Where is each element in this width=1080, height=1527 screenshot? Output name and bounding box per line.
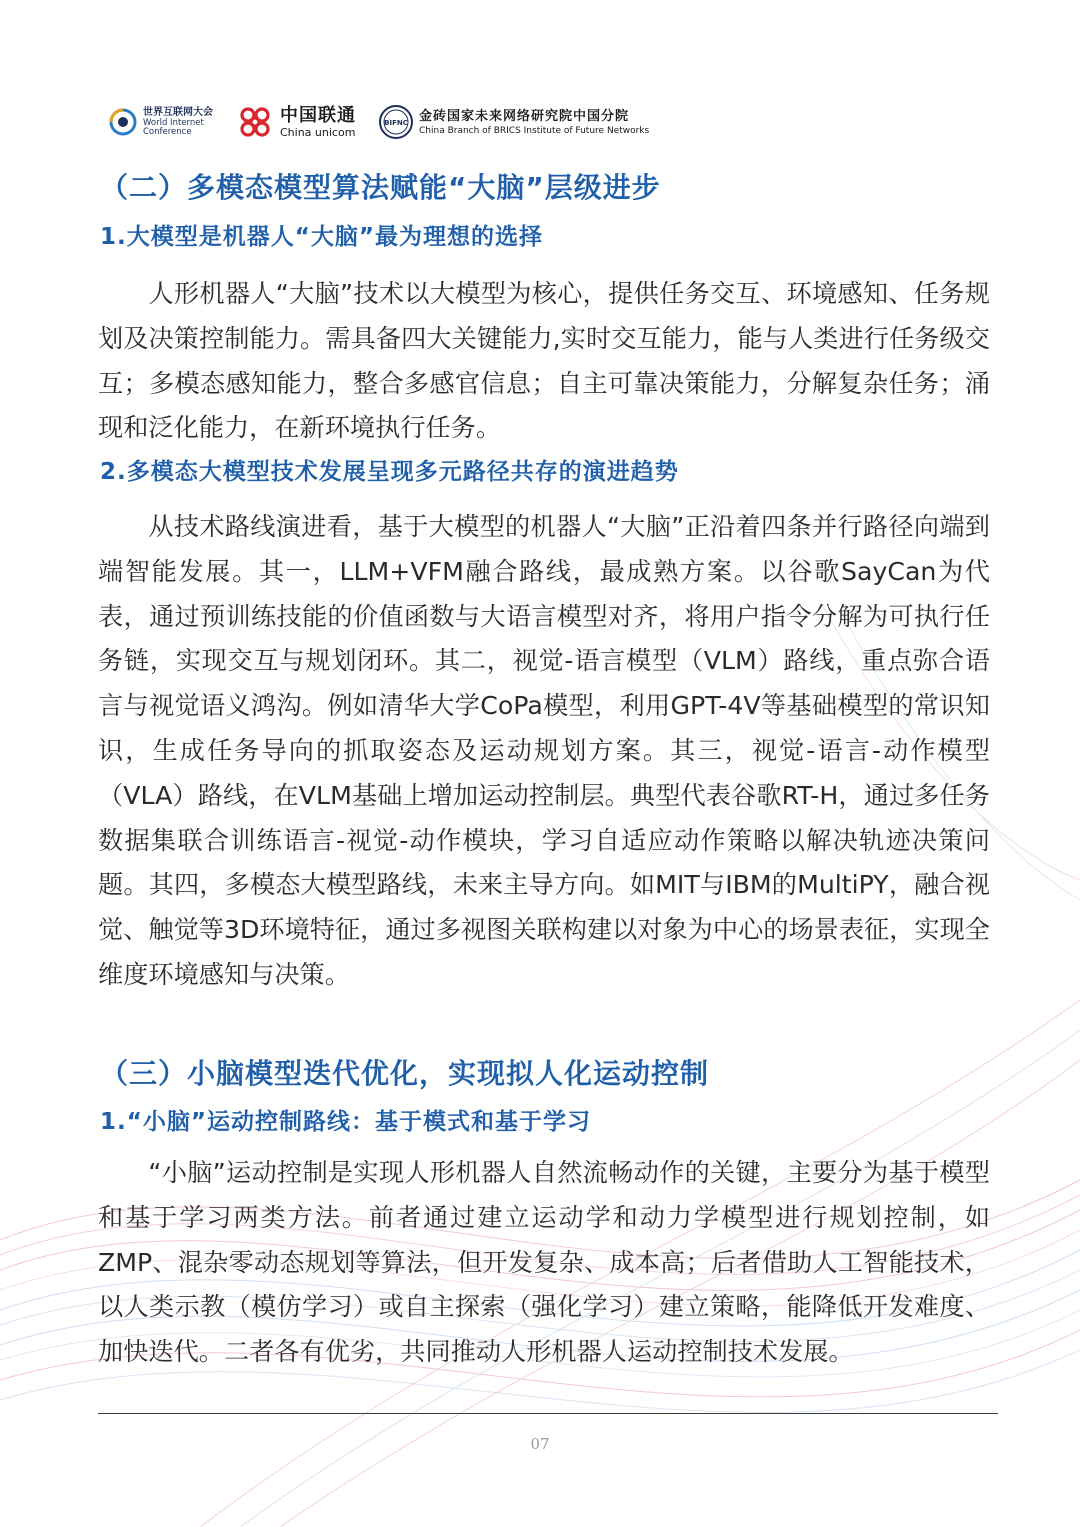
unicom-knot-icon — [235, 102, 275, 142]
wic-name-en-2: Conference — [143, 127, 192, 137]
wic-name-cn: 世界互联网大会 — [143, 107, 213, 118]
unicom-name-en: China unicom — [280, 126, 356, 139]
bifnc-logo — [378, 104, 649, 140]
section-3-paragraph-1: “小脑”运动控制是实现人形机器人自然流畅动作的关键，主要分为基于模型和基于学习两类方法。前者通过建立运动学和动力学模型进行规划控制，如ZMP、混杂零动态规划等算法，但开发复杂、成本高；后者借助人工智能技术，以人类示教（模仿学习）或自主探索（强化学习）建立策略，能降低开发难度、加快迭代。二者各有优劣，共同推动人形机器人运动控制技术发展。 — [98, 1158, 990, 1367]
china-unicom-logo — [235, 102, 356, 142]
bifnc-name-cn: 金砖国家未来网络研究院中国分院 — [419, 108, 630, 124]
header-logo-bar — [108, 100, 671, 144]
section-3-subheading-1: 1.“小脑”运动控制路线：基于模式和基于学习 — [100, 1109, 591, 1135]
section-2-title: （二）多模态模型算法赋能“大脑”层级进步 — [100, 171, 661, 204]
wic-name-en-1: World Internet — [143, 118, 204, 128]
bifnc-badge-text: BIFNC — [384, 119, 408, 127]
section-2-paragraph-2: 从技术路线演进看，基于大模型的机器人“大脑”正沿着四条并行路径向端到端智能发展。其一，LLM+VFM融合路线，最成熟方案。以谷歌SayCan为代表，通过预训练技能的价值函数与大语言模型对齐，将用户指令分解为可执行任务链，实现交互与规划闭环。其二，视觉-语言模型（VLM）路线，重点弥合语言与视觉语义鸿沟。例如清华大学CoPa模型，利用GPT-4V等基础模型的常识知识，生成任务导向的抓取姿态及运动规划方案。其三，视觉-语言-动作模型（VLA）路线，在VLM基础上增加运动控制层。典型代表谷歌RT-H，通过多任务数据集联合训练语言-视觉-动作模块，学习自适应动作策略以解决轨迹决策问题。其四，多模态大模型路线，未来主导方向。如MIT与IBM的MultiPY，融合视觉、触觉等3D环境特征，通过多视图关联构建以对象为中心的场景表征，实现全维度环境感知与决策。 — [98, 512, 990, 989]
section-2-subheading-1: 1.大模型是机器人“大脑”最为理想的选择 — [100, 224, 543, 250]
section-2-paragraph-1: 人形机器人“大脑”技术以大模型为核心，提供任务交互、环境感知、任务规划及决策控制能力。需具备四大关键能力,实时交互能力，能与人类进行任务级交互；多模态感知能力，整合多感官信息；自主可靠决策能力，分解复杂任务；涌现和泛化能力，在新环境执行任务。 — [98, 279, 990, 443]
section-3-title: （三）小脑模型迭代优化，实现拟人化运动控制 — [100, 1057, 710, 1090]
bifnc-seal-icon — [378, 104, 414, 140]
footer-divider — [98, 1413, 998, 1414]
wic-logo — [108, 107, 213, 137]
bifnc-name-en: China Branch of BRICS Institute of Future Networks — [419, 125, 650, 136]
page-number: 07 — [530, 1435, 550, 1453]
unicom-name-cn: 中国联通 — [280, 105, 356, 126]
wic-emblem-icon — [108, 107, 138, 137]
section-2-subheading-2: 2.多模态大模型技术发展呈现多元路径共存的演进趋势 — [100, 459, 679, 485]
